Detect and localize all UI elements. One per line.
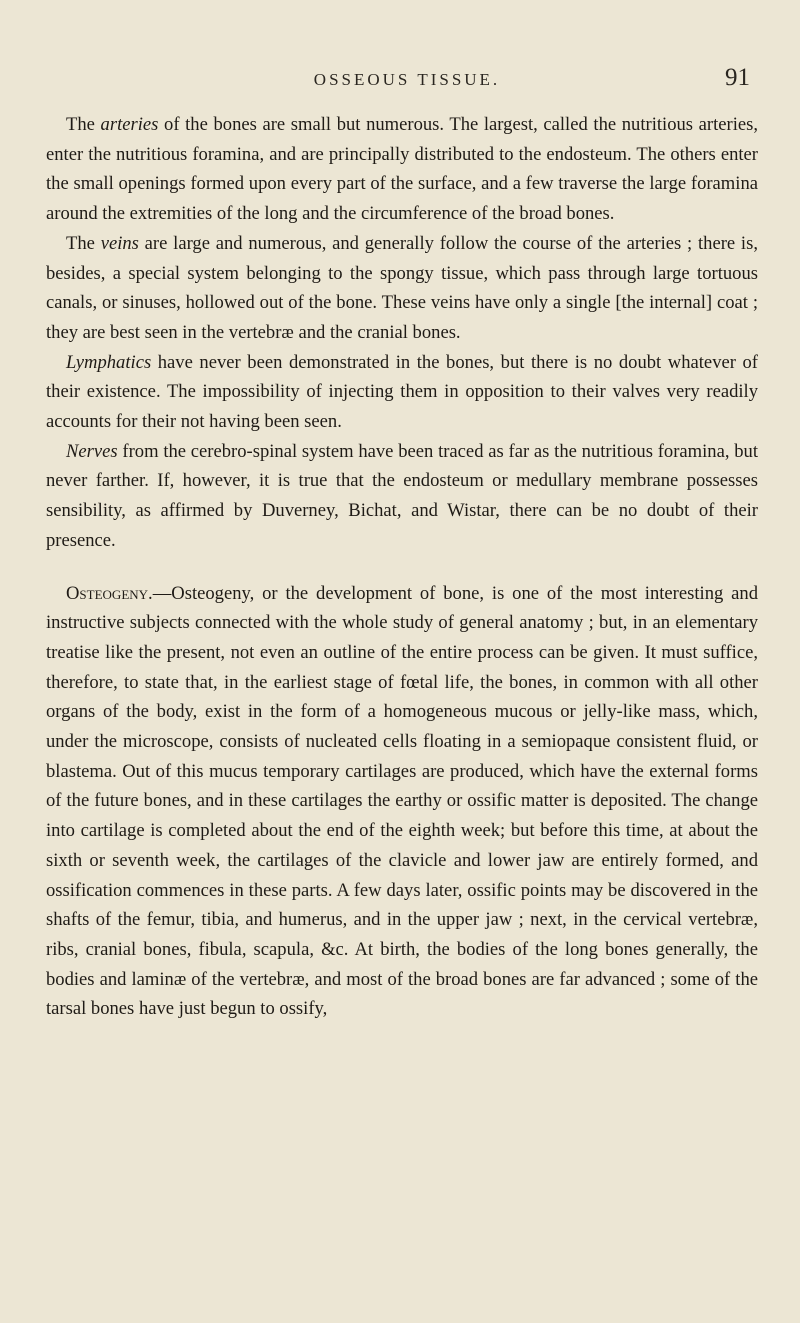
paragraph-arteries: The arteries of the bones are small but numerous. The largest, called the nutritious arteries, enter the nutritious foramina, and are principally distributed to the endosteum. The others enter the small openings formed upon every part of the surface, and a few traverse the large foramina around the extremities of the long and the circumference of the broad bones. [46, 114, 759, 225]
paragraph-veins: The veins are large and numerous, and generally follow the course of the arteries ; there is, besides, a special system belonging to the spongy tissue, which pass through large tortuous canals, or sinuses, hollowed out of the bone. These veins have only a single [the internal] coat ; they are best seen in the vertebræ and the cranial bones. [46, 232, 758, 343]
paragraph-nerves: Nerves from the cerebro-spinal system have been traced as far as the nutritious foramina, but never farther. If, however, it is true that the endosteum or medullary membrane possesses sensibility, as affirmed by Duverney, Bichat, and Wistar, there can be no doubt of their presence. [46, 440, 758, 551]
term-arteries: arteries [100, 114, 159, 135]
body-text [46, 110, 768, 1024]
paragraph-lymphatics: Lymphatics have never been demonstrated in the bones, but there is no doubt whatever of their existence. The impossibility of injecting them in opposition to their valves very readily accounts for their not having been seen. [46, 351, 758, 433]
section-heading-osteogeny: Osteogeny. [66, 582, 153, 604]
running-head [46, 0, 768, 110]
paragraph-osteogeny: Osteogeny.—Osteogeny, or the development of bone, is one of the most interesting and instructive subjects connected with the whole study of general anatomy ; but, in an elementary treatise like the present, not even an outline of the entire process can be given. It must suffice, therefore, to state that, in the earliest stage of fœtal life, the bones, in common with all other organs of the body, exist in the form of a homogeneous mucous or jelly-like mass, which, under the microscope, consists of nucleated cells floating in a semiopaque consistent fluid, or blastema. Out of this mucus temporary cartilages are produced, which have the external forms of the future bones, and in these cartilages the earthy or ossific matter is deposited. The change into cartilage is completed about the end of the eighth week; but before this time, at about the sixth or seventh week, the cartilages of the clavicle and lower jaw are entirely formed, and ossification commences in these parts. A few days later, ossific points may be discovered in the shafts of the femur, tibia, and humerus, and in the upper jaw ; next, in the cervical vertebræ, ribs, cranial bones, fibula, scapula, &c. At birth, the bodies of the long bones generally, the bodies and laminæ of the vertebræ, and most of the broad bones are far advanced ; some of the tarsal bones have just begun to ossify, [46, 582, 758, 1020]
page-number: 91 [725, 64, 750, 91]
term-veins: veins [100, 232, 139, 254]
term-nerves: Nerves [66, 440, 118, 462]
term-lymphatics: Lymphatics [66, 351, 152, 373]
running-title: OSSEOUS TISSUE. [313, 70, 501, 89]
